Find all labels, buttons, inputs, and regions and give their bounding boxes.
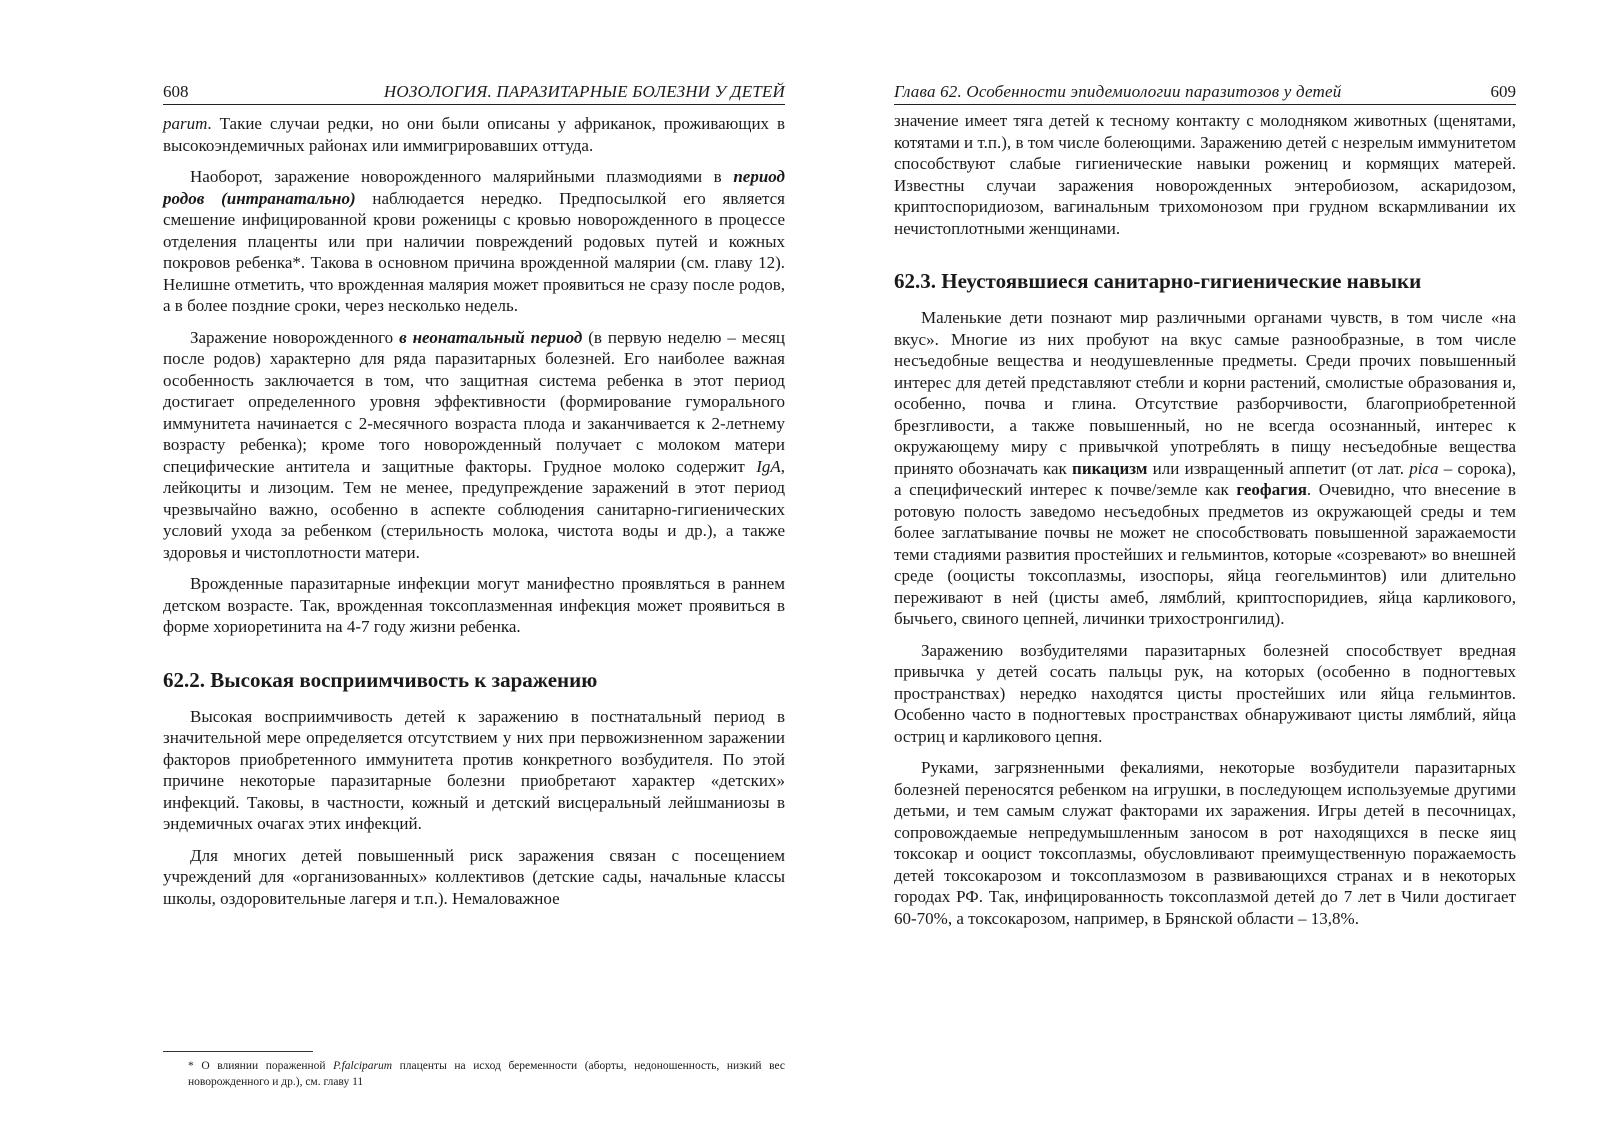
paragraph: [163, 113, 785, 156]
section-heading: 62.3. Неустоявшиеся санитарно-гигиенические навыки: [894, 269, 1422, 293]
footnote-text: плаценты на исход беременности (аборты, недоношенность, низкий вес новорожденного и др.), см. главу 11: [188, 1060, 785, 1088]
paragraph: Руками, загрязненными фекалиями, некоторые возбудители паразитарных болезней переносятся ребенком на игрушки, в последующем используемые другими детьми, и тем самым служат факторами их заражения. Игры детей в песочницах, сопровождаемые непредумышленным заносом в рот находящихся в песке яиц токсокар и ооцист токсоплазмы, обусловливают преимущественную поражаемость детей токсокарозом и токсоплазмозом в развивающихся странах и в некоторых городах РФ. Так, инфицированность токсоплазмой детей до 7 лет в Чили достигает 60-70%, а токсокарозом, например, в Брянской области – 13,8%.: [894, 758, 1516, 928]
page-number: 608: [163, 82, 189, 101]
paragraph: [894, 307, 1516, 630]
paragraph-text: Наоборот, заражение новорожденного малярийными плазмодиями в: [190, 167, 734, 186]
paragraph-text: – сорока), а специфический интерес к почве/земле как: [894, 458, 1516, 499]
left-page-body: [163, 113, 785, 919]
paragraph-text: . Такие случаи редки, но они были описаны у африканок, проживающих в высокоэндемичных районах или иммигрировавших оттуда.: [163, 114, 785, 155]
paragraph-text: наблюдается нередко. Предпосылкой его является смешение инфицированной крови роженицы с кровью новорожденного в процессе отделения плаценты или при наличии повреждений родовых путей и кожных покровов ребенка*. Такова в основном причина врожденной малярии (см. главу 12). Нелишне отметить, что врожденная малярия может проявиться не сразу после родов, а в более поздние сроки, через несколько недель.: [163, 188, 785, 315]
paragraph: значение имеет тяга детей к тесному контакту с молодняком животных (щенятами, котятами и т.п.), в том числе болеющими. Заражению детей с незрелым иммунитетом способствуют слабые гигиенические навыки рожениц и кормящих матерей. Известны случаи заражения новорожденных энтеробиозом, аскаридозом, криптоспоридиозом, вагинальным трихомонозом при грудном вскармливании их нечистоплотными женщинами.: [894, 111, 1516, 238]
emphasis-term: в неонатальный период: [399, 327, 583, 347]
latin-term: parum: [163, 114, 208, 133]
emphasis-term: период родов (интранатально): [163, 167, 785, 208]
section-heading: 62.2. Высокая восприимчивость к заражению: [163, 667, 598, 692]
running-head: [894, 80, 1516, 105]
left-page: [163, 0, 785, 1135]
right-page-body: [894, 110, 1516, 939]
running-head: [163, 80, 785, 105]
paragraph: [163, 166, 785, 317]
bold-term: пикацизм: [1072, 458, 1148, 478]
paragraph-text: . Очевидно, что внесение в ротовую полость заведомо несъедобных предметов из окружающей среды и тем более заглатывание почвы не может не способствовать повышенной заражаемости теми стадиями развития простейших и гельминтов, которые «созревают» во внешней среде (ооцисты токсоплазмы, изоспоры, яйца геогельминтов) или длительно переживают в ней (цисты амеб, лямблий, криптоспоридиев, яйца карликового, бычьего, свиного цепней, личинки трихостронгилид).: [894, 480, 1516, 628]
italic-term: IgA: [756, 456, 781, 476]
right-page: [894, 0, 1516, 1135]
paragraph: Заражению возбудителями паразитарных болезней способствует вредная привычка у детей сосать пальцы рук, на которых (особенно в подногтевых пространствах) нередко находятся цисты простейших или яйца гельминтов. Особенно часто в подногтевых пространствах обнаруживают цисты лямблий, яйца остриц и карликового цепня.: [894, 640, 1516, 746]
running-title: Глава 62. Особенности эпидемиологии паразитозов у детей: [894, 82, 1342, 101]
paragraph-text: (в первую неделю – месяц после родов) характерно для ряда паразитарных болезней. Его наиболее важная особенность заключается в том, что защитная система ребенка в этот период достигает определенного уровня эффективности (формирование гуморального иммунитета начинается с 2-месячного возраста плода и заканчивается к 2-летнему возрасту ребенка); кроме того новорожденный получает с молоком матери специфические антитела и защитные факторы. Грудное молоко содержит: [163, 327, 785, 476]
paragraph-text: Заражение новорожденного: [190, 327, 400, 347]
paragraph-text: , лейкоциты и лизоцим. Тем не менее, предупреждение заражений в этот период чрезвычайно важно, особенно в аспекте соблюдения санитарно-гигиенических условий ухода за ребенком (стерильность молока, чистота воды и др.), а также здоровья и чистоплотности матери.: [163, 456, 785, 562]
latin-term: pica: [1409, 458, 1439, 478]
paragraph: Высокая восприимчивость детей к заражению в постнатальный период в значительной мере определяется отсутствием у них при первожизненном заражении факторов приобретенного иммунитета против конкретного возбудителя. По этой причине некоторые паразитарные болезни приобретают характер «детских» инфекций. Таковы, в частности, кожный и детский висцеральный лейшманиозы в эндемичных очагах этих инфекций.: [163, 706, 785, 833]
paragraph-text: или извращенный аппетит (от лат.: [1147, 458, 1410, 478]
footnote-divider: [163, 1051, 313, 1052]
footnote: [188, 1058, 785, 1090]
footnote-text: * О влиянии пораженной: [188, 1060, 334, 1072]
bold-term: геофагия: [1236, 480, 1307, 499]
paragraph: Врожденные паразитарные инфекции могут манифестно проявляться в раннем детском возрасте. Так, врожденная токсоплазменная инфекция может проявиться в форме хориоретинита на 4-7 году жизни ребенка.: [163, 574, 785, 636]
page-number: 609: [1490, 82, 1516, 101]
paragraph: [163, 327, 785, 564]
paragraph-text: Маленькие дети познают мир различными органами чувств, в том числе «на вкус». Многие из них пробуют на вкус самые разнообразные, в том числе несъедобные вещества и неодушевленные предметы. Среди прочих повышенный интерес для детей представляют стебли и корни растений, смолистые образования и, особенно, почва и глина. Отсутствие разборчивости, благоприобретенной брезгливости, а также повышенный, но не всегда осознанный, интерес к окружающему миру с привычкой употреблять в пищу несъедобные вещества принято обозначать как: [894, 308, 1516, 478]
running-title: НОЗОЛОГИЯ. ПАРАЗИТАРНЫЕ БОЛЕЗНИ У ДЕТЕЙ: [383, 82, 785, 101]
latin-term: P.falciparum: [333, 1060, 393, 1072]
paragraph: Для многих детей повышенный риск заражения связан с посещением учреждений для «организованных» коллективов (детские сады, начальные классы школы, оздоровительные лагеря и т.п.). Немаловажное: [163, 845, 785, 908]
